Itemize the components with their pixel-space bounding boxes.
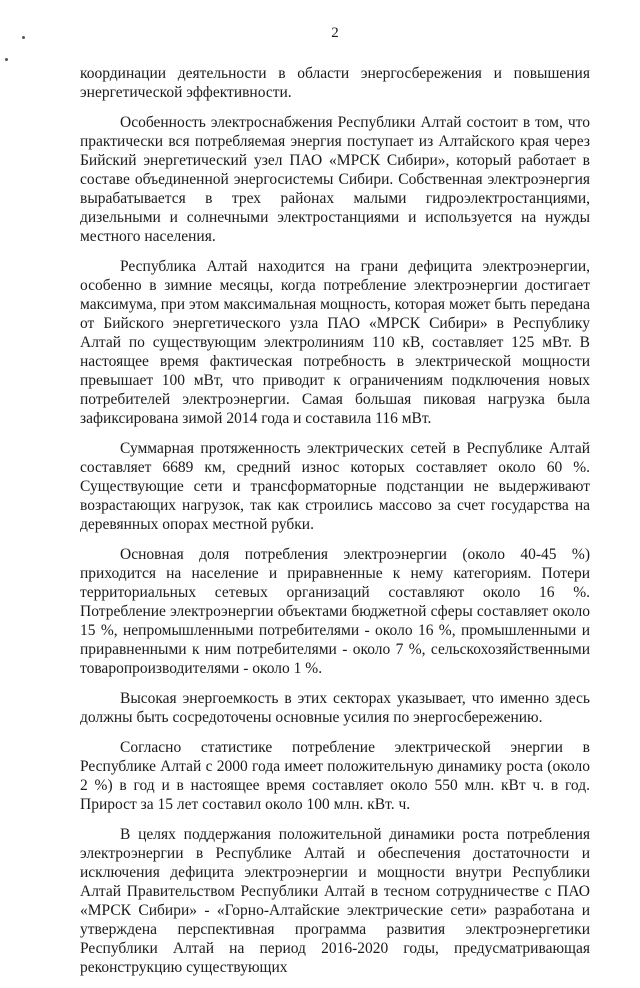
paragraph: Республика Алтай находится на грани дефицита электроэнергии, особенно в зимние месяцы, когда потребление электроэнергии достигает максимума, при этом максимальная мощность, которая может быть передана от Бийского энергетического узла ПАО «МРСК Сибири» в Республику Алтай по существующим электролиниям 110 кВ, составляет 125 мВт. В настоящее время фактическая потребность в электрической мощности превышает 100 мВт, что приводит к ограничениям подключения новых потребителей электроэнергии. Самая большая пиковая нагрузка была зафиксирована зимой 2014 года и составила 116 мВт. bbox=[80, 258, 590, 427]
document-page bbox=[80, 24, 590, 988]
paragraph: Согласно статистике потребление электрической энергии в Республике Алтай с 2000 года имеет положительную динамику роста (около 2 %) в год и в настоящее время составляет около 550 млн. кВт ч. в год. Прирост за 15 лет составил около 100 млн. кВт. ч. bbox=[80, 739, 590, 813]
scan-speck bbox=[22, 36, 25, 39]
page-number: 2 bbox=[331, 25, 339, 41]
paragraph: В целях поддержания положительной динамики роста потребления электроэнергии в Республике Алтай и обеспечения достаточности и исключения дефицита электроэнергии и мощности внутри Республики Алтай Правительством Республики Алтай в тесном сотрудничестве с ПАО «МРСК Сибири» - «Горно-Алтайские электрические сети» разработана и утверждена перспективная программа развития электроэнергетики Республики Алтай на период 2016-2020 годы, предусматривающая реконструкцию существующих bbox=[80, 826, 590, 976]
paragraph: координации деятельности в области энергосбережения и повышения энергетической эффективности. bbox=[80, 65, 590, 101]
paragraph: Высокая энергоемкость в этих секторах указывает, что именно здесь должны быть сосредоточены основные усилия по энергосбережению. bbox=[80, 690, 590, 726]
paragraph: Суммарная протяженность электрических сетей в Республике Алтай составляет 6689 км, средний износ которых составляет около 60 %. Существующие сети и трансформаторные подстанции не выдерживают возрастающих нагрузок, так как строились массово за счет государства на деревянных опорах местной рубки. bbox=[80, 440, 590, 533]
paragraph: Основная доля потребления электроэнергии (около 40-45 %) приходится на население и приравненные к нему категориям. Потери территориальных сетевых организаций составляют около 16 %. Потребление электроэнергии объектами бюджетной сферы составляет около 15 %, непромышленными потребителями - около 16 %, промышленными и приравненными к ним потребителями - около 7 %, сельскохозяйственными товаропроизводителями - около 1 %. bbox=[80, 546, 590, 677]
paragraph: Особенность электроснабжения Республики Алтай состоит в том, что практически вся потребляемая энергия поступает из Алтайского края через Бийский энергетический узел ПАО «МРСК Сибири», который работает в составе объединенной энергосистемы Сибири. Собственная электроэнергия вырабатывается в трех районах малыми гидроэлектростанциями, дизельными и солнечными электростанциями и используется на нужды местного населения. bbox=[80, 114, 590, 245]
scan-speck bbox=[5, 58, 8, 61]
